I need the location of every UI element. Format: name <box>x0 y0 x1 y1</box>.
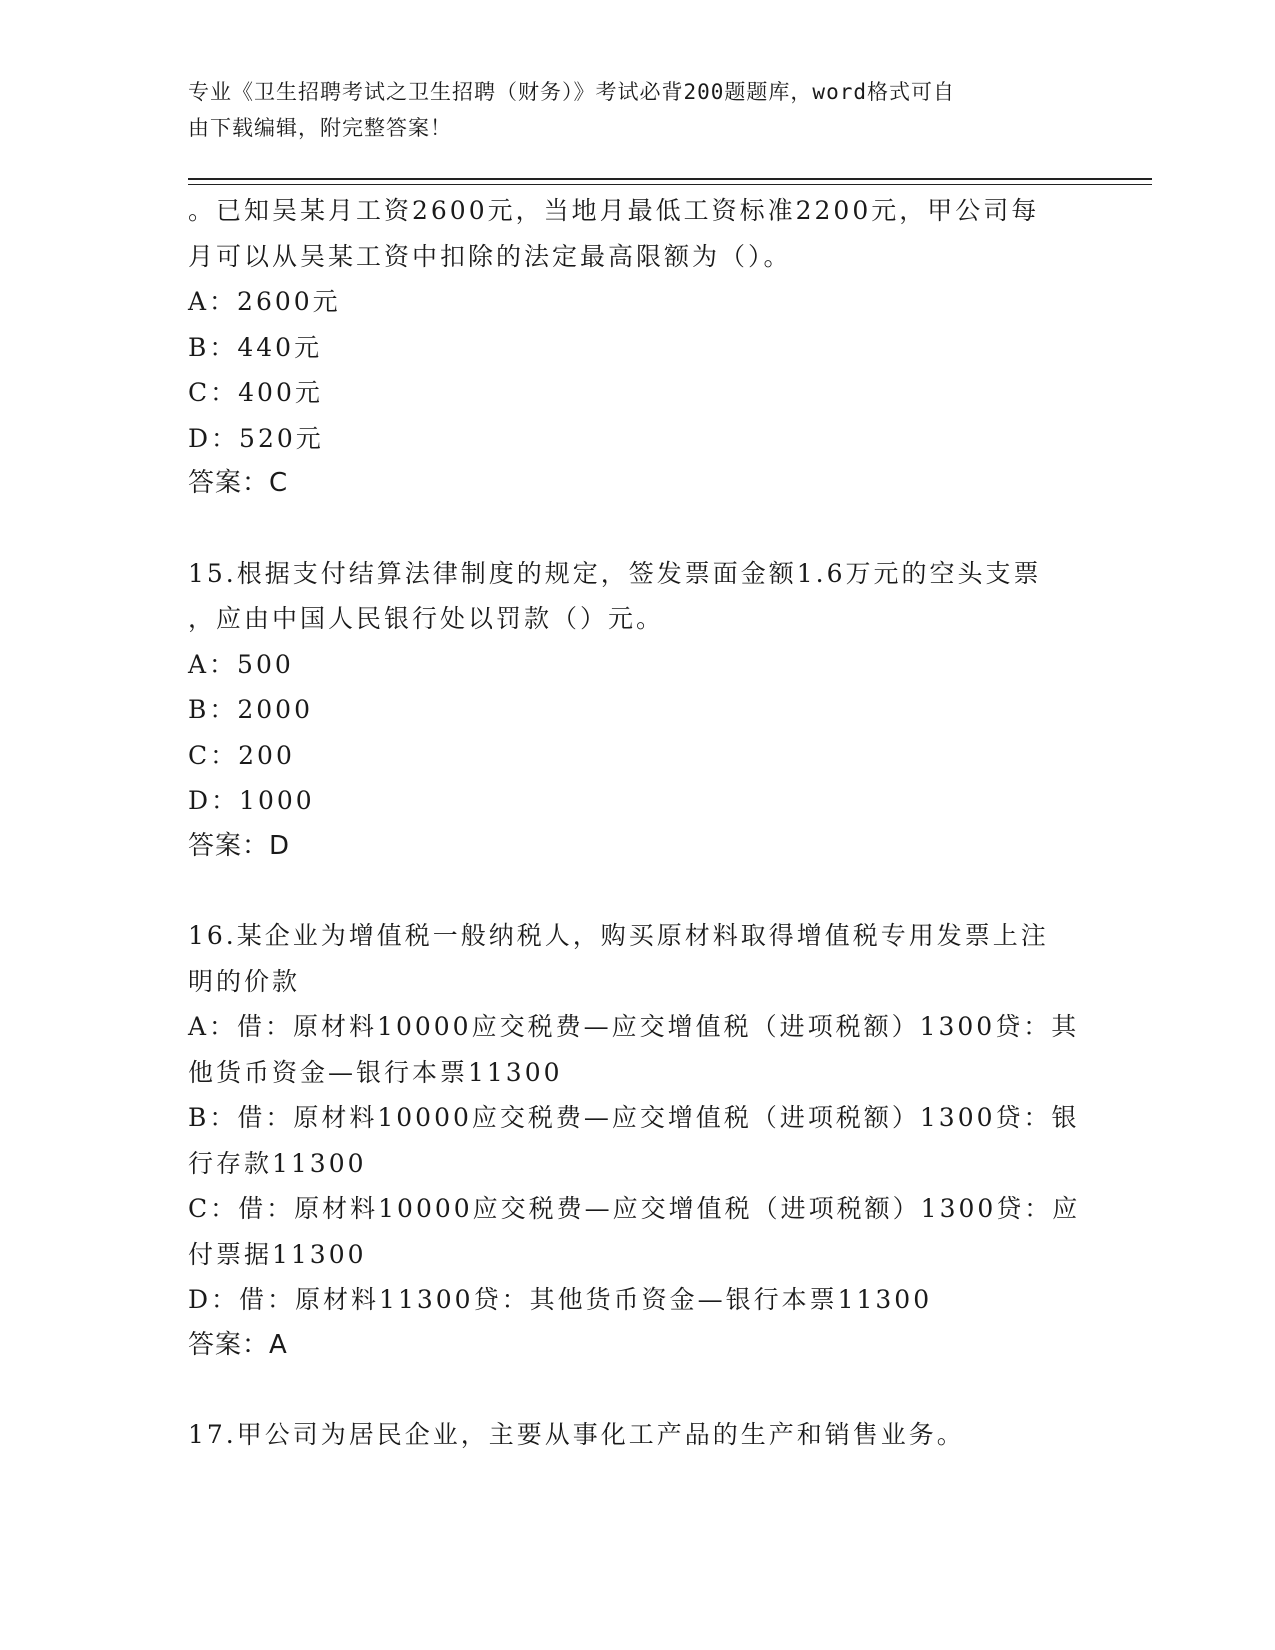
answer-line: 答案：A <box>188 1329 288 1360</box>
option-a: A：500 <box>188 649 294 679</box>
option-c: C：400元 <box>188 378 323 407</box>
option-c-continued: 付票据11300 <box>188 1239 367 1269</box>
option-d: D：1000 <box>188 786 315 815</box>
option-b: B：2000 <box>188 695 313 724</box>
question-spacer <box>188 869 1088 913</box>
question-16 <box>188 913 1088 1368</box>
answer-line: 答案：C <box>188 468 289 498</box>
document-header <box>188 74 1068 146</box>
question-stem-line: 17.甲公司为居民企业，主要从事化工产品的生产和销售业务。 <box>188 1420 965 1449</box>
header-rule-thin <box>188 184 1152 185</box>
option-b-continued: 行存款11300 <box>188 1148 367 1178</box>
option-b: B：440元 <box>188 332 323 362</box>
question-stem-line: 明的价款 <box>188 966 301 996</box>
question-stem-line: 。已知吴某月工资2600元，当地月最低工资标准2200元，甲公司每 <box>188 196 1040 225</box>
answer-line: 答案：D <box>188 830 291 861</box>
question-stem-line: 月可以从吴某工资中扣除的法定最高限额为（）。 <box>188 241 792 271</box>
header-rule-thick <box>188 178 1152 180</box>
header-line-2: 由下载编辑，附完整答案！ <box>188 116 452 140</box>
option-a: A：借：原材料10000应交税费—应交增值税（进项税额）1300贷：其 <box>188 1012 1080 1041</box>
document-body <box>188 188 1088 1458</box>
option-d: D：520元 <box>188 423 324 453</box>
header-line-1: 专业《卫生招聘考试之卫生招聘（财务）》考试必背200题题库，word格式可自 <box>188 80 955 104</box>
question-15 <box>188 551 1088 870</box>
option-c: C：借：原材料10000应交税费—应交增值税（进项税额）1300贷：应 <box>188 1194 1081 1223</box>
option-b: B：借：原材料10000应交税费—应交增值税（进项税额）1300贷：银 <box>188 1103 1080 1132</box>
option-c: C：200 <box>188 740 295 770</box>
question-stem-line: 16.某企业为增值税一般纳税人，购买原材料取得增值税专用发票上注 <box>188 921 1049 950</box>
question-17 <box>188 1412 1088 1458</box>
question-stem-line: ，应由中国人民银行处以罚款（）元。 <box>188 604 665 633</box>
question-14 <box>188 188 1088 507</box>
option-d: D：借：原材料11300贷：其他货币资金—银行本票11300 <box>188 1285 933 1314</box>
question-spacer <box>188 1368 1088 1412</box>
option-a: A：2600元 <box>188 287 341 316</box>
question-stem-line: 15.根据支付结算法律制度的规定，签发票面金额1.6万元的空头支票 <box>188 558 1042 588</box>
question-spacer <box>188 507 1088 551</box>
option-a-continued: 他货币资金—银行本票11300 <box>188 1057 563 1087</box>
